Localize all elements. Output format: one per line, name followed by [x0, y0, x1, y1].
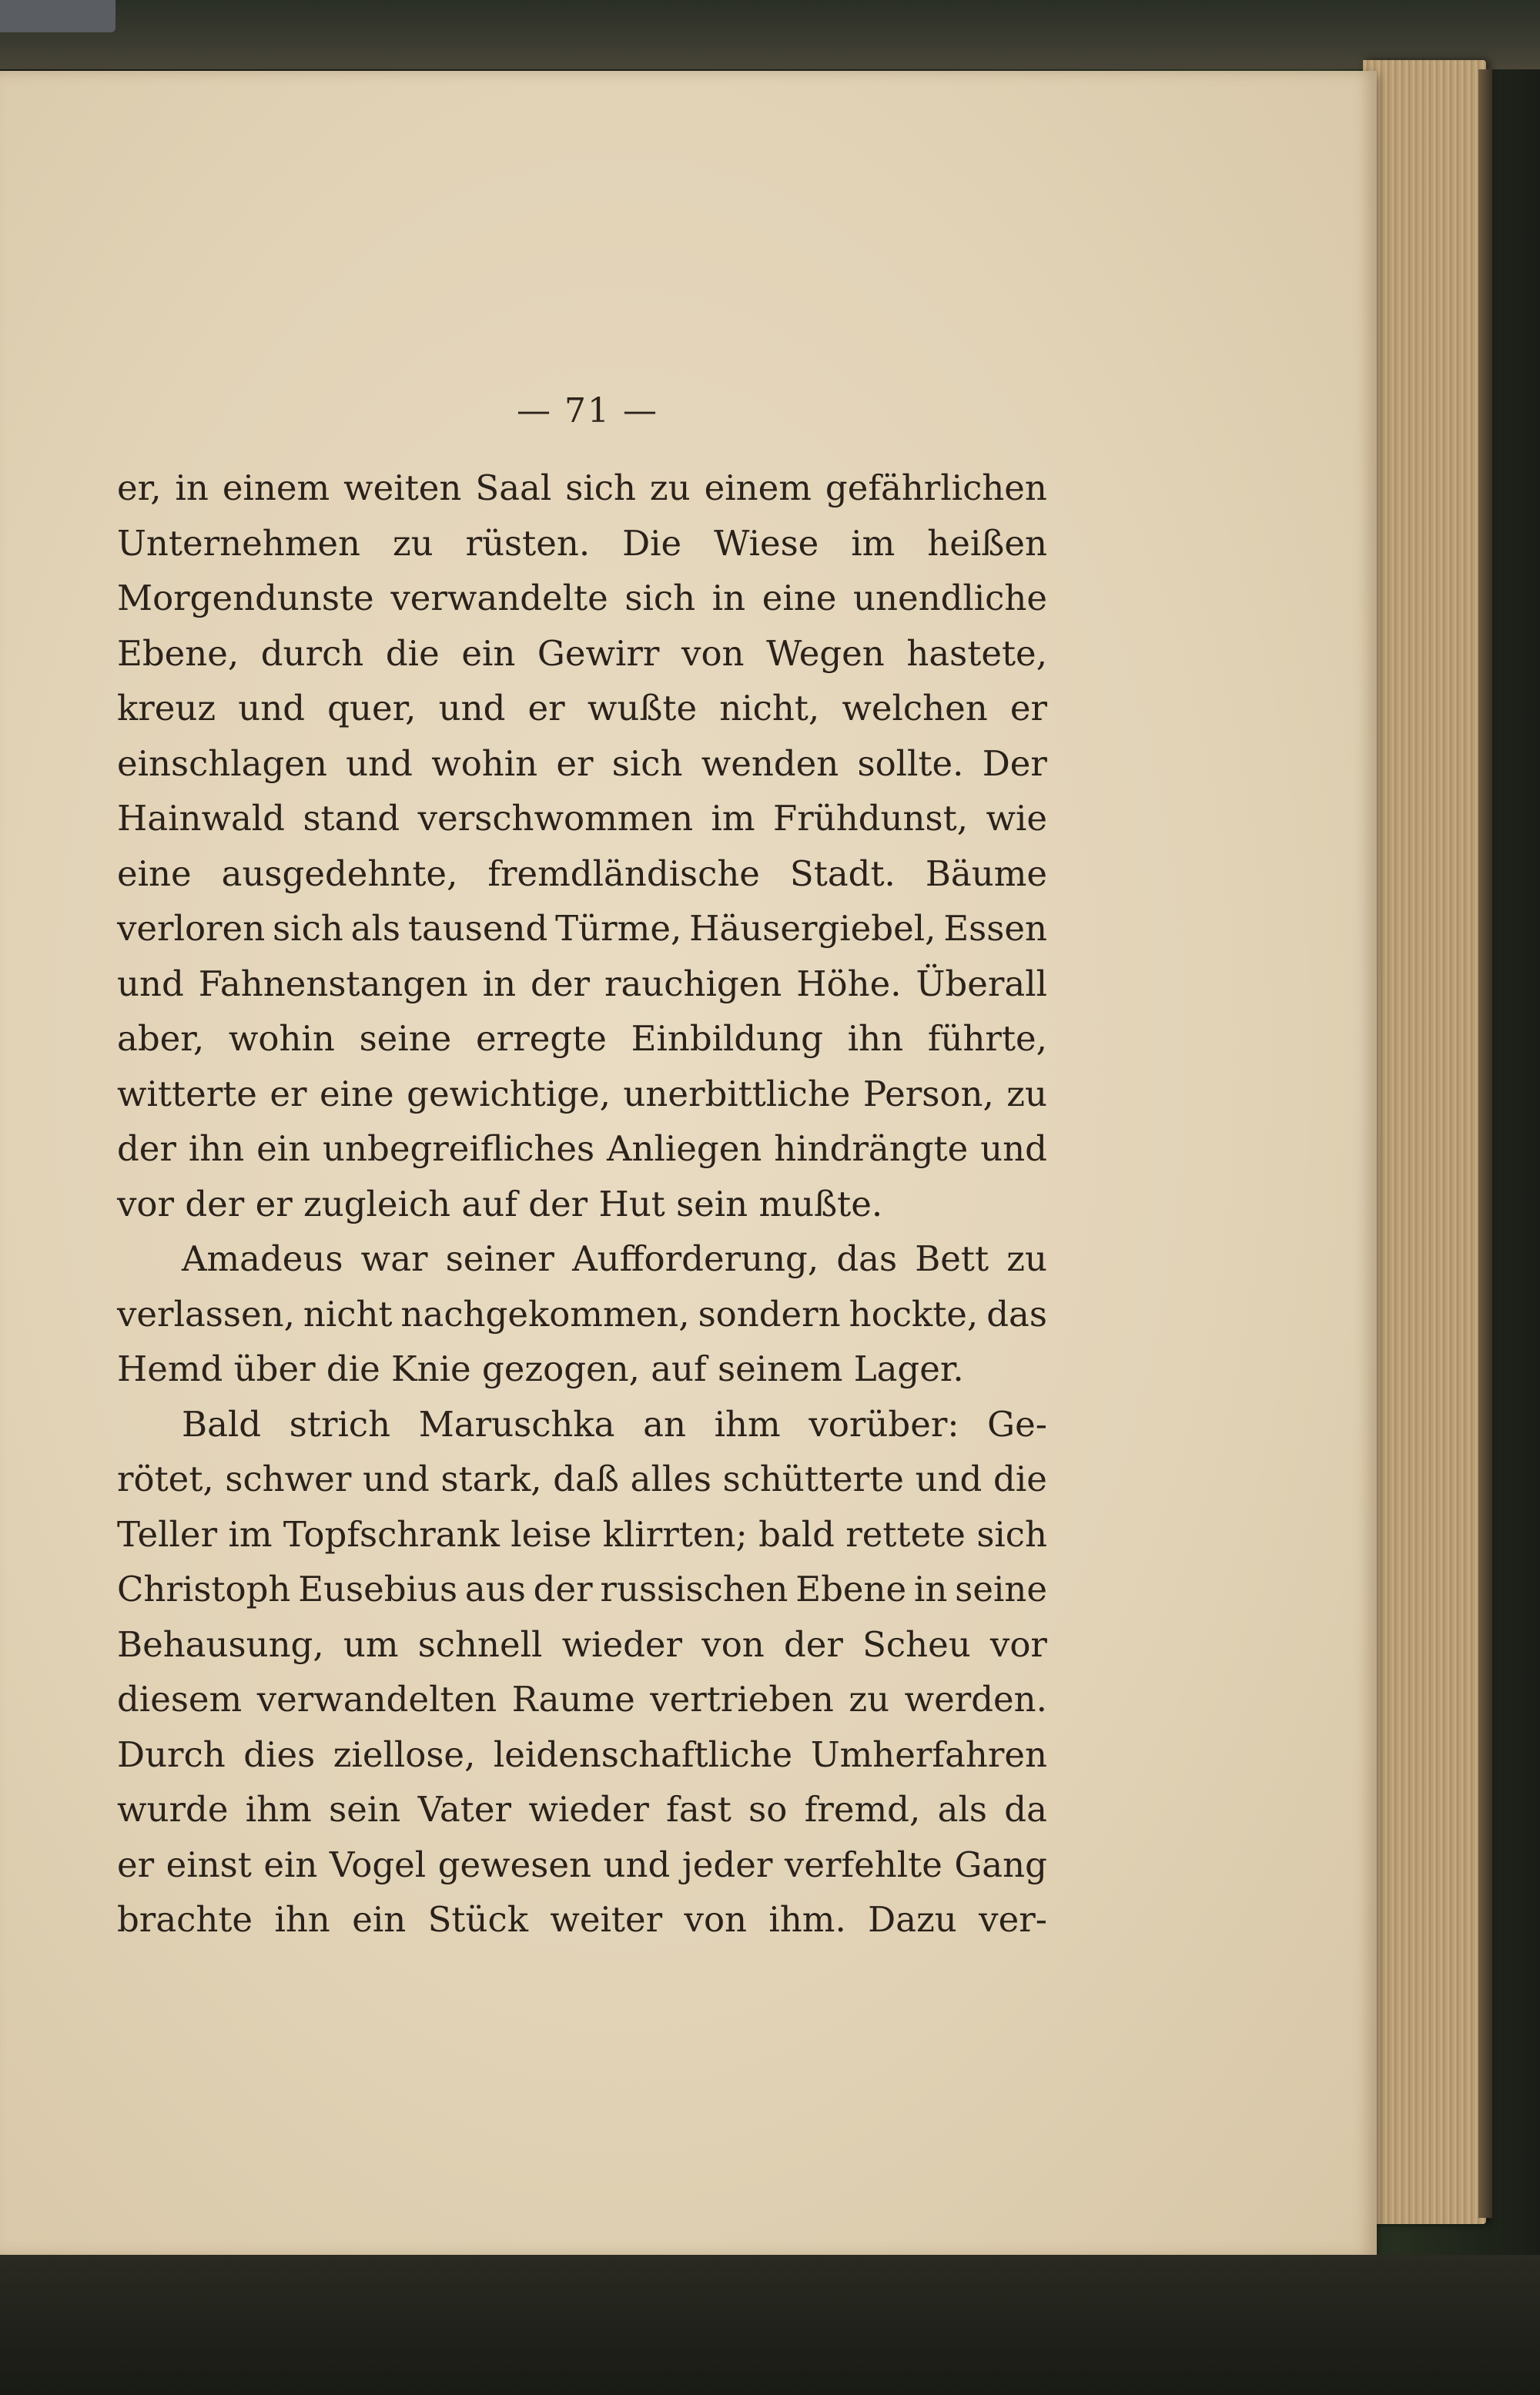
word: Gang: [954, 1844, 1047, 1885]
word: sich: [565, 467, 636, 508]
word: eine: [117, 852, 192, 894]
word: im: [228, 1513, 273, 1555]
book-top-edge: [0, 0, 1540, 69]
word: fremdländische: [487, 852, 760, 894]
word: gewesen: [437, 1844, 592, 1885]
word: sich: [624, 578, 696, 618]
word: tausend: [407, 908, 548, 949]
word: wohin: [431, 742, 538, 784]
word: rettete: [845, 1513, 966, 1555]
word: die: [993, 1459, 1047, 1499]
text-line: [117, 846, 1047, 902]
word: einst: [166, 1844, 252, 1885]
word: ein: [263, 1844, 318, 1885]
word: Häusergiebel,: [689, 908, 936, 949]
word: eine: [762, 578, 837, 618]
word: ausgedehnte,: [221, 852, 458, 894]
word: Maruschka: [418, 1403, 615, 1445]
word: sich: [976, 1513, 1047, 1555]
word: der: [783, 1623, 843, 1665]
word: daß: [553, 1459, 619, 1499]
word: welchen: [842, 688, 988, 729]
word: strich: [289, 1403, 391, 1445]
word: Fahnenstangen: [198, 963, 468, 1004]
word: hindrängte: [774, 1128, 969, 1169]
word: das: [836, 1238, 898, 1279]
word: Wiese: [714, 522, 819, 564]
word: seine: [955, 1569, 1047, 1610]
word: und: [238, 688, 306, 729]
word: war: [360, 1238, 428, 1279]
word: ihn: [847, 1018, 904, 1059]
word: aber,: [117, 1018, 205, 1059]
word: rötet,: [117, 1459, 214, 1499]
word: russischen: [600, 1569, 788, 1610]
word: nicht,: [719, 688, 820, 729]
word: vertrieben: [650, 1679, 834, 1720]
word: heißen: [927, 522, 1047, 564]
word: hockte,: [849, 1293, 979, 1335]
word: durch: [260, 632, 364, 674]
word: Vogel: [329, 1844, 427, 1885]
text-line: [117, 1011, 1047, 1067]
word: unendliche: [853, 578, 1047, 618]
word: Wegen: [766, 632, 885, 674]
word: unerbittliche: [623, 1073, 851, 1114]
word: verwandelten: [256, 1679, 497, 1720]
word: seine: [359, 1018, 452, 1059]
word: zu: [849, 1679, 890, 1720]
word: verloren: [117, 908, 266, 949]
word: witterte: [117, 1073, 257, 1114]
word: Person,: [862, 1073, 994, 1114]
word: als: [350, 908, 400, 949]
word: ein: [352, 1899, 407, 1940]
word: ziellose,: [333, 1733, 476, 1775]
word: wußte: [587, 688, 698, 729]
word: einschlagen: [117, 742, 327, 784]
word: in: [914, 1569, 948, 1610]
word: unbegreifliches: [323, 1128, 595, 1169]
page-edges-stack: [1363, 60, 1486, 2224]
word: vor: [989, 1623, 1047, 1665]
word: Aufforderung,: [572, 1238, 819, 1279]
text-line: [117, 901, 1047, 956]
word: und: [915, 1459, 983, 1499]
word: wie: [986, 798, 1047, 839]
word: die: [385, 632, 440, 674]
word: da: [1004, 1789, 1047, 1830]
word: in: [482, 963, 517, 1004]
word: Anliegen: [607, 1128, 762, 1169]
word: alles: [630, 1459, 711, 1499]
word: im: [711, 798, 755, 839]
word: weiter: [550, 1899, 663, 1940]
word: führte,: [927, 1018, 1047, 1059]
word: Amadeus: [182, 1238, 343, 1279]
word: leise: [511, 1513, 592, 1555]
word: verlassen,: [117, 1293, 295, 1335]
word: Morgendunste: [117, 578, 374, 618]
word: er: [270, 1073, 307, 1114]
text-line: [117, 1617, 1047, 1673]
word: ihn: [274, 1899, 330, 1940]
word: Teller: [117, 1513, 218, 1555]
word: quer,: [327, 688, 417, 729]
text-line: [117, 1121, 1047, 1177]
word: er,: [117, 467, 162, 508]
text-line: [117, 736, 1047, 792]
word: fast: [666, 1789, 732, 1830]
word: zu: [1006, 1073, 1047, 1114]
word: nicht: [303, 1293, 393, 1335]
page-edges-shadow: [1478, 69, 1492, 2218]
word: einem: [704, 467, 812, 508]
word: ein: [256, 1128, 311, 1169]
word: Ebene: [795, 1569, 907, 1610]
word: von: [701, 1623, 765, 1665]
word: zu: [649, 467, 691, 508]
word: Saal: [475, 467, 552, 508]
word: und: [346, 742, 413, 784]
book-bottom-edge: [0, 2255, 1540, 2395]
word: er: [527, 688, 565, 729]
word: Bäume: [925, 852, 1047, 894]
word: diesem: [117, 1679, 243, 1720]
word: ihn: [188, 1128, 245, 1169]
word: der: [533, 1569, 593, 1610]
word: fremd,: [804, 1789, 921, 1830]
word: stark,: [440, 1459, 542, 1499]
word: jeder: [681, 1844, 773, 1885]
word: Raume: [511, 1679, 635, 1720]
word: sein: [329, 1789, 401, 1830]
word: ihm: [714, 1403, 781, 1445]
word: Frühdunst,: [773, 798, 968, 839]
text-line: [117, 1672, 1047, 1727]
text-line: [117, 516, 1047, 571]
word: leidenschaftliche: [493, 1733, 793, 1775]
book-page: [0, 71, 1377, 2256]
word: er: [1009, 688, 1047, 729]
word: als: [937, 1789, 987, 1830]
word: ver-: [979, 1899, 1047, 1940]
word: im: [851, 522, 896, 564]
text-line: [117, 956, 1047, 1012]
word: Gewirr: [537, 632, 660, 674]
word: rüsten.: [465, 522, 591, 564]
word: Einbildung: [631, 1018, 823, 1059]
word: sich: [611, 742, 683, 784]
word: Die: [622, 522, 682, 564]
word: und: [438, 688, 506, 729]
word: Topfschrank: [283, 1513, 500, 1555]
word: er: [117, 1844, 155, 1885]
word: das: [986, 1293, 1047, 1335]
word: brachte: [117, 1899, 253, 1940]
word: Scheu: [862, 1623, 971, 1665]
word: ihm: [245, 1789, 312, 1830]
word: Türme,: [555, 908, 682, 949]
text-line: [117, 791, 1047, 846]
word: hastete,: [906, 632, 1047, 674]
word: rauchigen: [604, 963, 782, 1004]
text-line: [117, 461, 1047, 516]
text-line: [117, 1727, 1047, 1783]
text-line: [117, 626, 1047, 682]
word: schütterte: [722, 1459, 904, 1499]
word: Vater: [417, 1789, 512, 1830]
word: Unternehmen: [117, 522, 361, 564]
word: Höhe.: [796, 963, 902, 1004]
word: Bett: [915, 1238, 989, 1279]
word: der: [117, 1128, 176, 1169]
text-line: vor der er zugleich auf der Hut sein mußte.: [117, 1183, 883, 1224]
word: und: [363, 1459, 430, 1499]
word: nachgekommen,: [400, 1293, 690, 1335]
word: gefährlichen: [825, 467, 1047, 508]
word: Essen: [943, 908, 1047, 949]
word: eine: [320, 1073, 394, 1114]
text-line: [117, 1562, 1047, 1617]
word: aus: [464, 1569, 526, 1610]
word: werden.: [904, 1679, 1047, 1720]
word: Ge-: [987, 1403, 1047, 1445]
word: einem: [222, 467, 330, 508]
word: ihm.: [768, 1899, 846, 1940]
word: ein: [461, 632, 516, 674]
word: Umherfahren: [810, 1733, 1047, 1775]
word: vorüber:: [808, 1403, 959, 1445]
text-line: [117, 681, 1047, 736]
word: gewichtige,: [407, 1073, 611, 1114]
scan-corner-mark: [0, 0, 116, 32]
word: wohin: [228, 1018, 335, 1059]
word: Der: [982, 742, 1047, 784]
word: Stadt.: [789, 852, 896, 894]
text-line: [117, 1231, 1047, 1287]
word: dies: [243, 1733, 316, 1775]
word: wurde: [117, 1789, 229, 1830]
word: von: [681, 632, 745, 674]
word: Behausung,: [117, 1623, 324, 1665]
word: in: [175, 467, 209, 508]
word: Überall: [916, 963, 1047, 1004]
text-line: [117, 1782, 1047, 1837]
word: sondern: [698, 1293, 841, 1335]
word: schwer: [225, 1459, 352, 1499]
text-line: [117, 1507, 1047, 1563]
word: sich: [273, 908, 343, 949]
word: wenden: [701, 742, 839, 784]
word: Stück: [427, 1899, 528, 1940]
word: an: [643, 1403, 686, 1445]
text-line: [117, 1397, 1047, 1452]
word: um: [343, 1623, 399, 1665]
text-line: [117, 1452, 1047, 1507]
word: von: [684, 1899, 748, 1940]
word: und: [603, 1844, 671, 1885]
word: wieder: [528, 1789, 649, 1830]
text-line: [117, 1287, 1047, 1342]
word: kreuz: [117, 688, 216, 729]
word: Bald: [182, 1403, 262, 1445]
word: wieder: [561, 1623, 683, 1665]
page-text: [117, 461, 1047, 1948]
word: zu: [1006, 1238, 1047, 1279]
page-number: — 71 —: [517, 391, 658, 430]
word: Ebene,: [117, 632, 239, 674]
word: bald: [758, 1513, 835, 1555]
word: sollte.: [857, 742, 964, 784]
word: so: [748, 1789, 788, 1830]
word: verfehlte: [784, 1844, 942, 1885]
word: der: [531, 963, 590, 1004]
word: weiten: [343, 467, 462, 508]
word: schnell: [417, 1623, 543, 1665]
text-line: [117, 1067, 1047, 1122]
text-line: [117, 571, 1047, 626]
word: verschwommen: [417, 798, 694, 839]
text-line: [117, 1892, 1047, 1948]
word: Christoph: [117, 1569, 291, 1610]
word: Eusebius: [298, 1569, 458, 1610]
word: er: [556, 742, 594, 784]
word: in: [711, 578, 746, 618]
word: Dazu: [868, 1899, 957, 1940]
text-line: [117, 1837, 1047, 1893]
word: und: [980, 1128, 1047, 1169]
word: erregte: [476, 1018, 607, 1059]
word: zu: [392, 522, 434, 564]
word: stand: [303, 798, 400, 839]
text-line: Hemd über die Knie gezogen, auf seinem Lager.: [117, 1348, 964, 1389]
word: verwandelte: [390, 578, 608, 618]
word: und: [117, 963, 184, 1004]
word: Durch: [117, 1733, 226, 1775]
word: seiner: [445, 1238, 554, 1279]
word: klirrten;: [602, 1513, 748, 1555]
word: Hainwald: [117, 798, 285, 839]
